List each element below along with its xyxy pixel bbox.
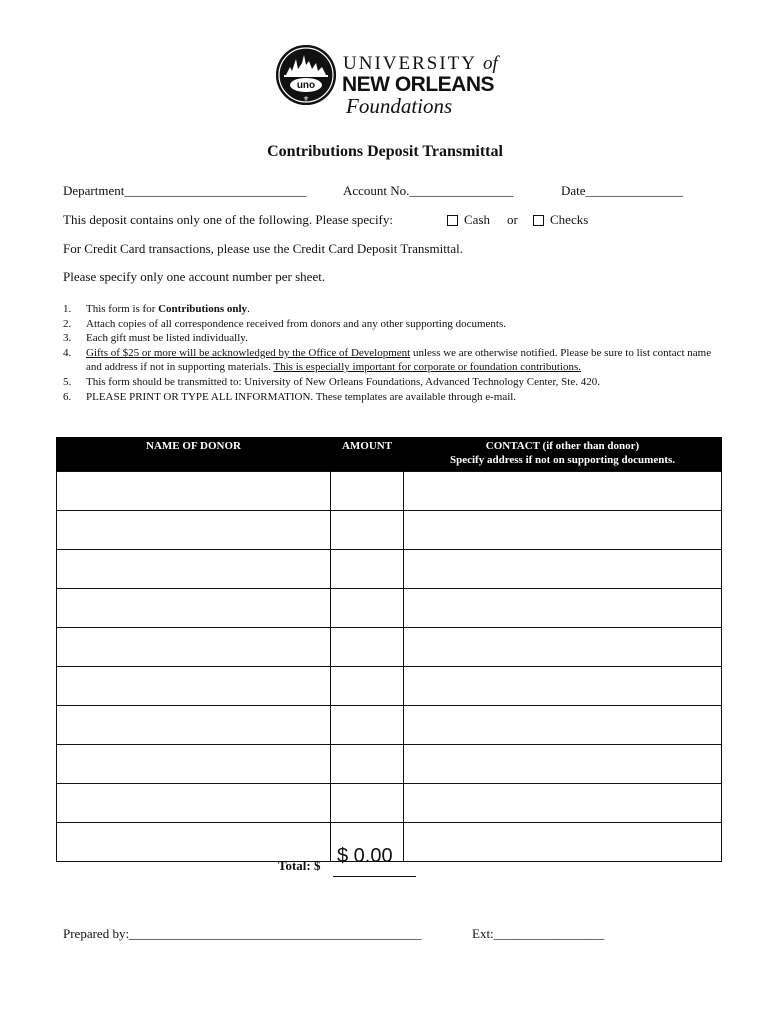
svg-text:uno: uno [296, 80, 316, 91]
prepared-by-field[interactable]: Prepared by:_____________________________________________ [63, 926, 422, 941]
list-item: 2. Attach copies of all correspondence received from donors and any other supporting documents. [63, 317, 507, 330]
list-item: 5. This form should be transmitted to: University of New Orleans Foundations, Advanced Technology Center, Ste. 420. [63, 375, 600, 388]
donor-cell[interactable] [57, 472, 331, 511]
col-header-amount: AMOUNT [331, 437, 404, 472]
table-row [57, 550, 722, 589]
logo-new-orleans-text: NEW ORLEANS [342, 73, 494, 96]
contact-cell[interactable] [404, 589, 722, 628]
donor-cell[interactable] [57, 628, 331, 667]
col-header-donor: NAME OF DONOR [57, 437, 331, 472]
contact-cell[interactable] [404, 784, 722, 823]
account-number-field[interactable]: Account No.________________ [343, 183, 514, 198]
donor-cell[interactable] [57, 745, 331, 784]
donor-cell[interactable] [57, 823, 331, 862]
table-row [57, 511, 722, 550]
table-row [57, 745, 722, 784]
donor-cell[interactable] [57, 589, 331, 628]
contact-cell[interactable] [404, 745, 722, 784]
table-row [57, 706, 722, 745]
table-row [57, 628, 722, 667]
donor-table [56, 437, 722, 862]
instructions-list [63, 302, 723, 404]
checks-option[interactable] [533, 212, 588, 228]
amount-cell[interactable] [331, 745, 404, 784]
donor-cell[interactable] [57, 784, 331, 823]
department-field[interactable]: Department____________________________ [63, 183, 307, 198]
date-field[interactable]: Date_______________ [561, 183, 684, 198]
cash-checkbox[interactable] [447, 215, 458, 226]
checks-checkbox[interactable] [533, 215, 544, 226]
table-row [57, 589, 722, 628]
logo-foundations-text: Foundations [346, 94, 453, 118]
contact-cell[interactable] [404, 823, 722, 862]
table-header-row [57, 437, 722, 472]
credit-card-note: For Credit Card transactions, please use the Credit Card Deposit Transmittal. [63, 241, 464, 256]
amount-cell[interactable] [331, 589, 404, 628]
donor-cell[interactable] [57, 667, 331, 706]
donor-cell[interactable] [57, 550, 331, 589]
seal-graphic-icon [276, 45, 336, 105]
cash-label: Cash [464, 212, 490, 227]
extension-field[interactable]: Ext:_________________ [472, 926, 605, 941]
amount-cell[interactable] [331, 511, 404, 550]
contact-cell[interactable] [404, 628, 722, 667]
total-label: Total: $ [278, 858, 321, 873]
list-item: 6. PLEASE PRINT OR TYPE ALL INFORMATION. These templates are available through e-mail. [63, 390, 517, 403]
logo-university-text: UNIVERSITY of [343, 53, 498, 74]
table-row [57, 472, 722, 511]
amount-cell[interactable] [331, 706, 404, 745]
contact-cell[interactable] [404, 706, 722, 745]
contact-cell[interactable] [404, 667, 722, 706]
checks-label: Checks [550, 212, 589, 227]
or-text: or [507, 212, 518, 227]
page-title: Contributions Deposit Transmittal [267, 143, 503, 160]
amount-cell[interactable] [331, 667, 404, 706]
donor-cell[interactable] [57, 511, 331, 550]
list-item: 1. This form is for Contributions only. [63, 303, 250, 315]
list-item: 3. Each gift must be listed individually. [63, 332, 248, 345]
cash-option[interactable] [447, 212, 490, 228]
contact-cell[interactable] [404, 550, 722, 589]
deposit-prompt: This deposit contains only one of the following. Please specify: [63, 212, 393, 227]
uno-seal-logo [276, 45, 336, 105]
amount-cell[interactable] [331, 628, 404, 667]
list-item: 4. Gifts of $25 or more will be acknowledged by the Office of Development unless we are otherwise notified. Please be sure to list contact name and address if not in supporting materials. This is especially important for corporate or foundation contributions. [63, 346, 712, 374]
contact-cell[interactable] [404, 511, 722, 550]
donor-cell[interactable] [57, 706, 331, 745]
table-row [57, 667, 722, 706]
amount-cell[interactable] [331, 550, 404, 589]
total-underline [333, 876, 416, 877]
amount-cell[interactable] [331, 472, 404, 511]
total-value-field[interactable]: $ 0.00 [337, 845, 393, 867]
contact-cell[interactable] [404, 472, 722, 511]
col-header-contact: CONTACT (if other than donor) Specify address if not on supporting documents. [404, 437, 722, 472]
account-note: Please specify only one account number per sheet. [63, 269, 326, 284]
table-row [57, 784, 722, 823]
svg-text:⚜: ⚜ [302, 95, 310, 103]
amount-cell[interactable] [331, 784, 404, 823]
